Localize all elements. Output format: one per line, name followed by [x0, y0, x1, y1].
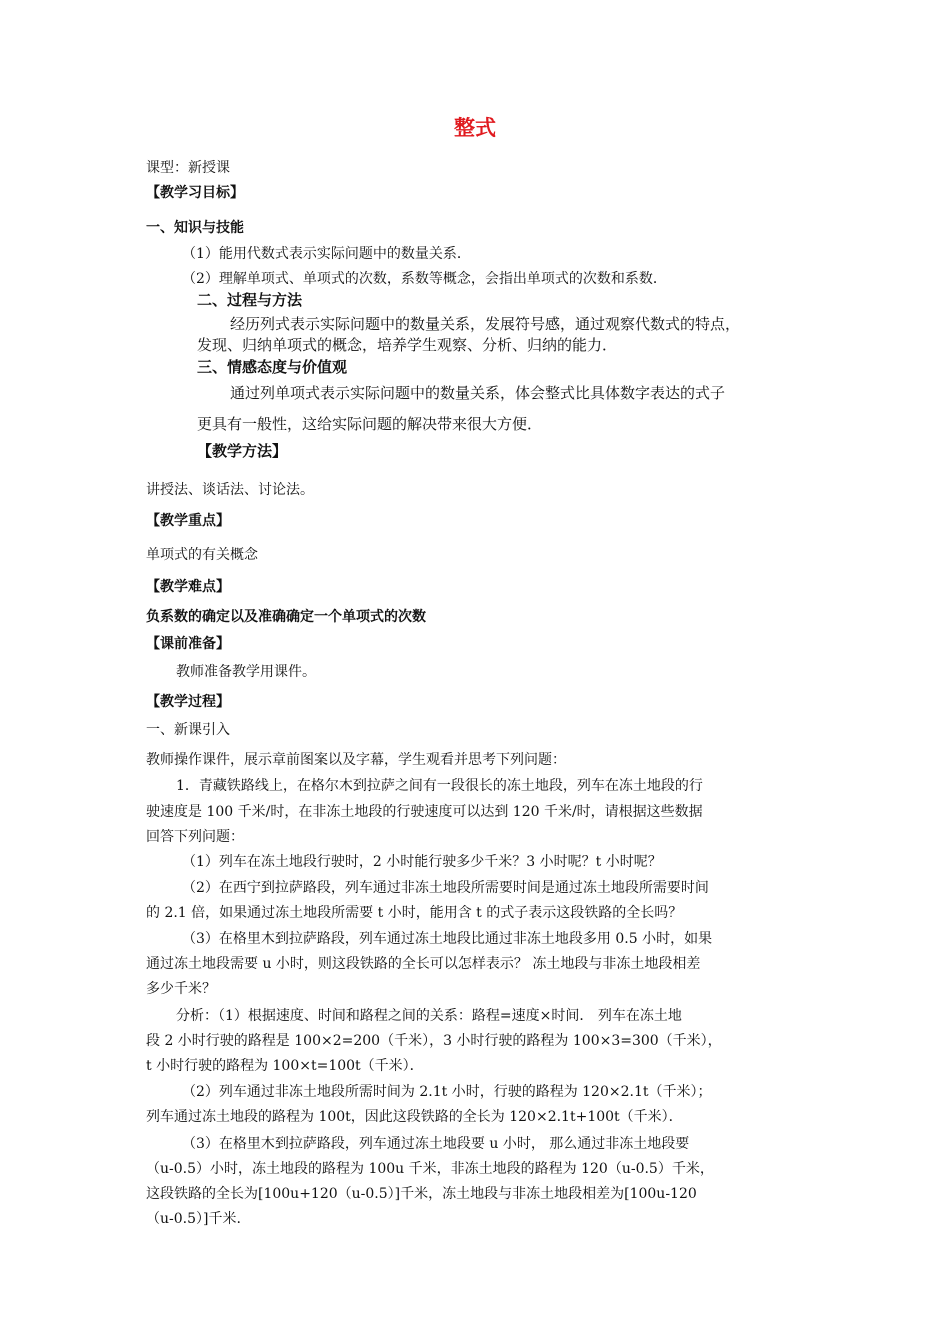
question-1-line-1: 1．青藏铁路线上，在格尔木到拉萨之间有一段很长的冻土地段，列车在冻土地段的行	[176, 778, 703, 794]
analysis-2-line-2: 列车通过冻土地段的路程为 100t，因此这段铁路的全长为 120×2.1t+100t（千米）．	[146, 1109, 683, 1125]
sub-question-3-line-1: （3）在格里木到拉萨路段，列车通过冻土地段比通过非冻土地段多用 0.5 小时，如果	[182, 931, 713, 947]
analysis-2-line-1: （2）列车通过非冻土地段所需时间为 2.1t 小时，行驶的路程为 120×2.1t（千米）；	[182, 1084, 712, 1100]
process-line-2: 发现、归纳单项式的概念，培养学生观察、分析、归纳的能力．	[197, 336, 618, 354]
emotion-line-1: 通过列单项式表示实际问题中的数量关系，体会整式比具体数字表达的式子	[230, 384, 726, 402]
analysis-1-line-2: 段 2 小时行驶的路程是 100×2=200（千米），3 小时行驶的路程为 100×3=300（千米），	[146, 1033, 722, 1049]
process-line-1: 经历列式表示实际问题中的数量关系，发展符号感，通过观察代数式的特点，	[230, 315, 741, 333]
analysis-3-line-2: （u-0.5）小时，冻土地段的路程为 100u 千米，非冻土地段的路程为 120（u-0.5）千米，	[146, 1161, 714, 1177]
goals-heading: 【教学习目标】	[146, 185, 244, 201]
lesson-type: 课型：新授课	[146, 160, 230, 176]
sub-question-2-line-1: （2）在西宁到拉萨路段，列车通过非冻土地段所需要时间是通过冻土地段所需要时间	[182, 880, 709, 896]
difficulty-heading: 【教学难点】	[146, 579, 230, 595]
procedure-heading: 【教学过程】	[146, 694, 230, 710]
knowledge-item-2: （2）理解单项式、单项式的次数，系数等概念，会指出单项式的次数和系数．	[182, 271, 667, 287]
analysis-1-line-1: 分析：（1）根据速度、时间和路程之间的关系：路程=速度×时间． 列车在冻土地	[176, 1008, 682, 1024]
emotion-heading: 三、情感态度与价值观	[197, 358, 348, 376]
knowledge-heading: 一、知识与技能	[146, 220, 244, 236]
section-intro-heading: 一、新课引入	[146, 722, 230, 738]
page-title: 整式	[454, 116, 496, 140]
sub-question-1: （1）列车在冻土地段行驶时，2 小时能行驶多少千米？3 小时呢？t 小时呢？	[182, 854, 662, 870]
prep-heading: 【课前准备】	[146, 636, 230, 652]
analysis-3-line-4: （u-0.5）]千米.	[146, 1211, 241, 1227]
emotion-line-2: 更具有一般性，这给实际问题的解决带来很大方便．	[197, 415, 543, 433]
process-heading: 二、过程与方法	[197, 291, 303, 309]
sub-question-3-line-3: 多少千米？	[146, 981, 216, 997]
analysis-1-line-3: t 小时行驶的路程为 100×t=100t（千米）．	[146, 1058, 424, 1074]
question-1-line-3: 回答下列问题：	[146, 829, 244, 845]
question-1-line-2: 驶速度是 100 千米/时，在非冻土地段的行驶速度可以达到 120 千米/时，请根据这些数据	[146, 804, 703, 820]
sub-question-2-line-2: 的 2.1 倍，如果通过冻土地段所需要 t 小时，能用含 t 的式子表示这段铁路的全长吗？	[146, 905, 683, 921]
analysis-3-line-3: 这段铁路的全长为[100u+120（u-0.5）]千米，冻土地段与非冻土地段相差为[100u-120	[146, 1186, 697, 1202]
knowledge-item-1: （1）能用代数式表示实际问题中的数量关系．	[182, 246, 471, 262]
sub-question-3-line-2: 通过冻土地段需要 u 小时，则这段铁路的全长可以怎样表示？ 冻土地段与非冻土地段相差	[146, 956, 701, 972]
prep-text: 教师准备教学用课件。	[176, 664, 316, 680]
difficulty-text: 负系数的确定以及准确确定一个单项式的次数	[146, 609, 426, 625]
method-text: 讲授法、谈话法、讨论法。	[146, 482, 314, 498]
intro-text: 教师操作课件，展示章前图案以及字幕，学生观看并思考下列问题：	[146, 752, 566, 768]
focus-text: 单项式的有关概念	[146, 547, 258, 563]
method-heading: 【教学方法】	[197, 442, 288, 460]
analysis-3-line-1: （3）在格里木到拉萨路段，列车通过冻土地段要 u 小时， 那么通过非冻土地段要	[182, 1136, 690, 1152]
focus-heading: 【教学重点】	[146, 513, 230, 529]
